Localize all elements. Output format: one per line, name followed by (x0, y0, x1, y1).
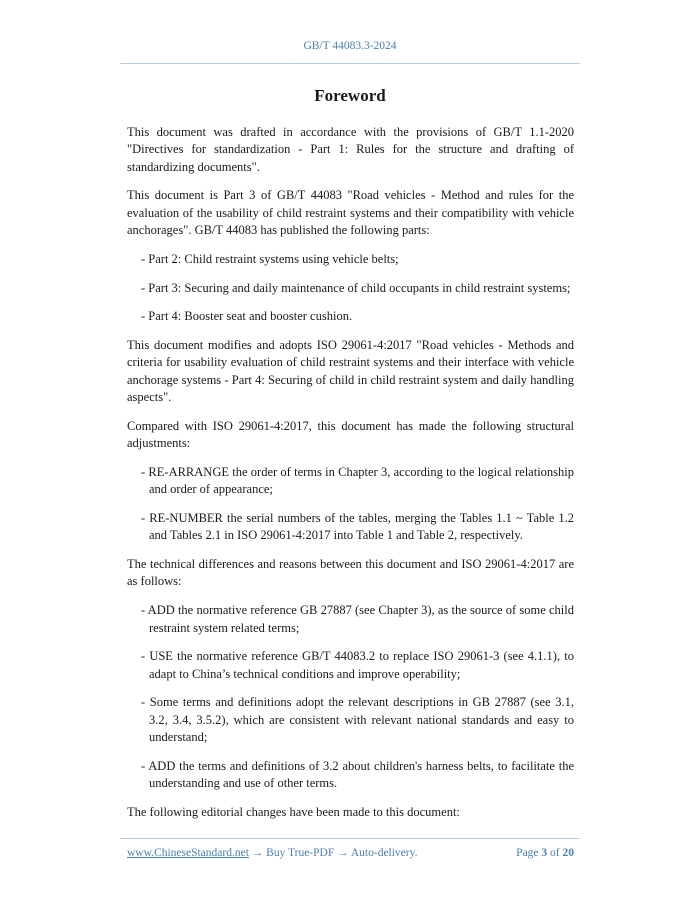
section-title: Foreword (314, 86, 386, 105)
list-item-technical-add-terms: - ADD the terms and definitions of 3.2 about children's harness belts, to facilitate the understanding and use of other terms. (141, 758, 574, 791)
list-item-part-2: - Part 2: Child restraint systems using vehicle belts; (141, 251, 399, 266)
site-link[interactable]: www.ChineseStandard.net (127, 847, 249, 859)
list-item-technical-use-reference: - USE the normative reference GB/T 44083.2 to replace ISO 29061-3 (see 4.1.1), to adapt to China’s technical conditions and improve operability; (141, 649, 574, 681)
paragraph-editorial-intro: The following editorial changes have been made to this document: (127, 804, 460, 819)
buy-pdf-text: Buy True-PDF (266, 847, 335, 859)
auto-delivery-text: Auto-delivery. (350, 847, 418, 859)
page-current: 3 (541, 847, 548, 859)
paragraph-drafting-basis: This document was drafted in accordance with the provisions of GB/T 1.1-2020 "Directives for standardization - Part 1: Rules for the structure and drafting of standardizing documents". (127, 125, 574, 174)
of-label: of (550, 847, 560, 859)
page-label: Page (516, 847, 539, 859)
paragraph-technical-intro: The technical differences and reasons between this document and ISO 29061-4:2017 are as follows: (127, 557, 574, 589)
list-item-technical-terms: - Some terms and definitions adopt the relevant descriptions in GB 27887 (see 3.1, 3.2, 3.4, 3.5.2), which are consistent with relevant national standards and easy to understand; (141, 695, 574, 745)
page-total: 20 (562, 847, 574, 859)
paragraph-adoption: This document modifies and adopts ISO 29061-4:2017 "Road vehicles - Methods and criteria for usability evaluation of child restraint systems and their interface with vehicle anchorage systems - Part 4: Securing of child in child restraint system and daily handling aspects". (127, 338, 574, 405)
list-item-structural-rearrange: - RE-ARRANGE the order of terms in Chapter 3, according to the logical relationship and order of appearance; (141, 464, 574, 497)
foreword-body (127, 124, 574, 833)
footer-divider (120, 838, 580, 839)
list-item-technical-add-reference: - ADD the normative reference GB 27887 (see Chapter 3), as the source of some child restraint system related terms; (141, 603, 574, 635)
page-number (516, 847, 574, 859)
paragraph-structural-intro: Compared with ISO 29061-4:2017, this document has made the following structural adjustments: (127, 418, 574, 451)
list-item-structural-renumber: - RE-NUMBER the serial numbers of the tables, merging the Tables 1.1 ~ Table 1.2 and Tables 2.1 in ISO 29061-4:2017 into Table 1 and Table 2, respectively. (141, 511, 574, 543)
arrow-icon: → (251, 847, 264, 859)
list-item-part-4: - Part 4: Booster seat and booster cushion. (141, 309, 353, 324)
list-item-part-3: - Part 3: Securing and daily maintenance of child occupants in child restraint systems; (141, 280, 571, 295)
paragraph-part-overview: This document is Part 3 of GB/T 44083 "Road vehicles - Method and rules for the evaluation of the usability of child restraint systems and their compatibility with vehicle anchorages". GB/T 44083 has published the following parts: (127, 188, 574, 237)
document-code-header: GB/T 44083.3-2024 (303, 40, 397, 52)
arrow-icon: → (337, 847, 349, 859)
footer-promo (127, 847, 418, 859)
header-divider (120, 63, 580, 64)
